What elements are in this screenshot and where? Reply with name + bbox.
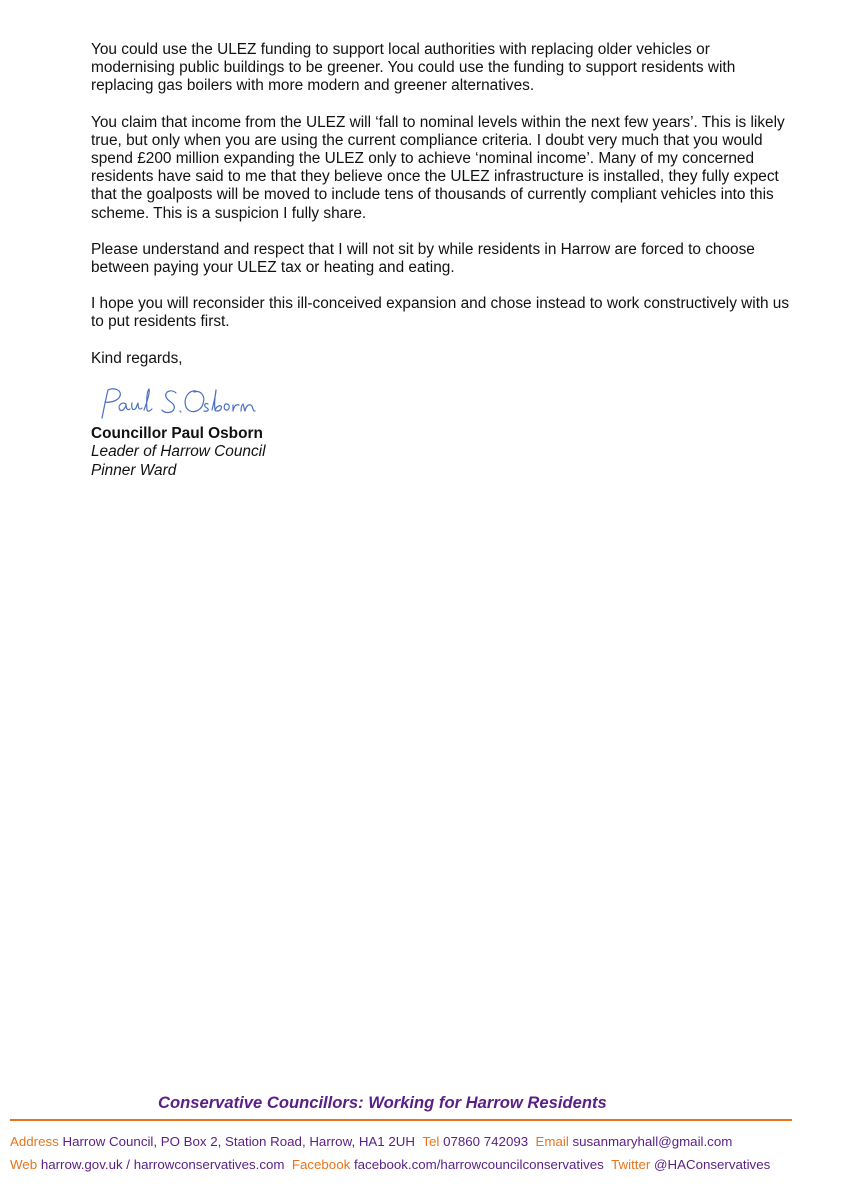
- footer-tagline: Conservative Councillors: Working for Harrow Residents: [158, 1093, 607, 1112]
- paragraph-income-claim: You claim that income from the ULEZ will ‘fall to nominal levels within the next few years’. This is likely true, but only when you are using the current compliance criteria. I doubt very much that you would spend £200 million expanding the ULEZ only to achieve ‘nominal income’. Many of my concerned residents have said to me that they believe once the ULEZ infrastructure is installed, they fully expect that the goalposts will be moved to include tens of thousands of currently compliant vehicles into this scheme. This is a suspicion I fully share.: [91, 113, 785, 222]
- handwritten-signature: [92, 384, 262, 424]
- paragraph-residents-choice: Please understand and respect that I will not sit by while residents in Harrow are forced to choose between paying your ULEZ tax or heating and eating.: [91, 240, 755, 277]
- address-value: Harrow Council, PO Box 2, Station Road, Harrow, HA1 2UH: [62, 1134, 415, 1149]
- twitter-value[interactable]: @HAConservatives: [654, 1157, 771, 1172]
- web-label: Web: [10, 1157, 38, 1172]
- closing-salutation: Kind regards,: [91, 349, 183, 367]
- letter-body: [91, 41, 791, 368]
- paragraph-reconsider: I hope you will reconsider this ill-conceived expansion and chose instead to work constructively with us to put residents first.: [91, 295, 790, 331]
- web-value[interactable]: harrow.gov.uk / harrowconservatives.com: [40, 1157, 285, 1172]
- address-label: Address: [10, 1134, 59, 1149]
- footer-contact-line-2: [10, 1157, 770, 1172]
- paragraph-funding-uses: You could use the ULEZ funding to support local authorities with replacing older vehicles or modernising public buildings to be greener. You could use the funding to support residents with replacing gas boilers with more modern and greener alternatives.: [91, 41, 736, 95]
- facebook-label: Facebook: [291, 1157, 351, 1172]
- signer-ward: Pinner Ward: [91, 461, 177, 479]
- facebook-value[interactable]: facebook.com/harrowcouncilconservatives: [353, 1157, 604, 1172]
- email-value[interactable]: susanmaryhall@gmail.com: [572, 1134, 733, 1149]
- twitter-label: Twitter: [611, 1157, 651, 1172]
- tel-label: Tel: [422, 1134, 440, 1149]
- footer-contact-line-1: [10, 1134, 732, 1149]
- signer-block: [91, 425, 266, 480]
- footer-divider: [10, 1119, 792, 1121]
- signer-title: Leader of Harrow Council: [91, 443, 266, 461]
- email-label: Email: [535, 1134, 569, 1149]
- tel-value[interactable]: 07860 742093: [443, 1134, 529, 1149]
- signer-name: Councillor Paul Osborn: [91, 425, 263, 442]
